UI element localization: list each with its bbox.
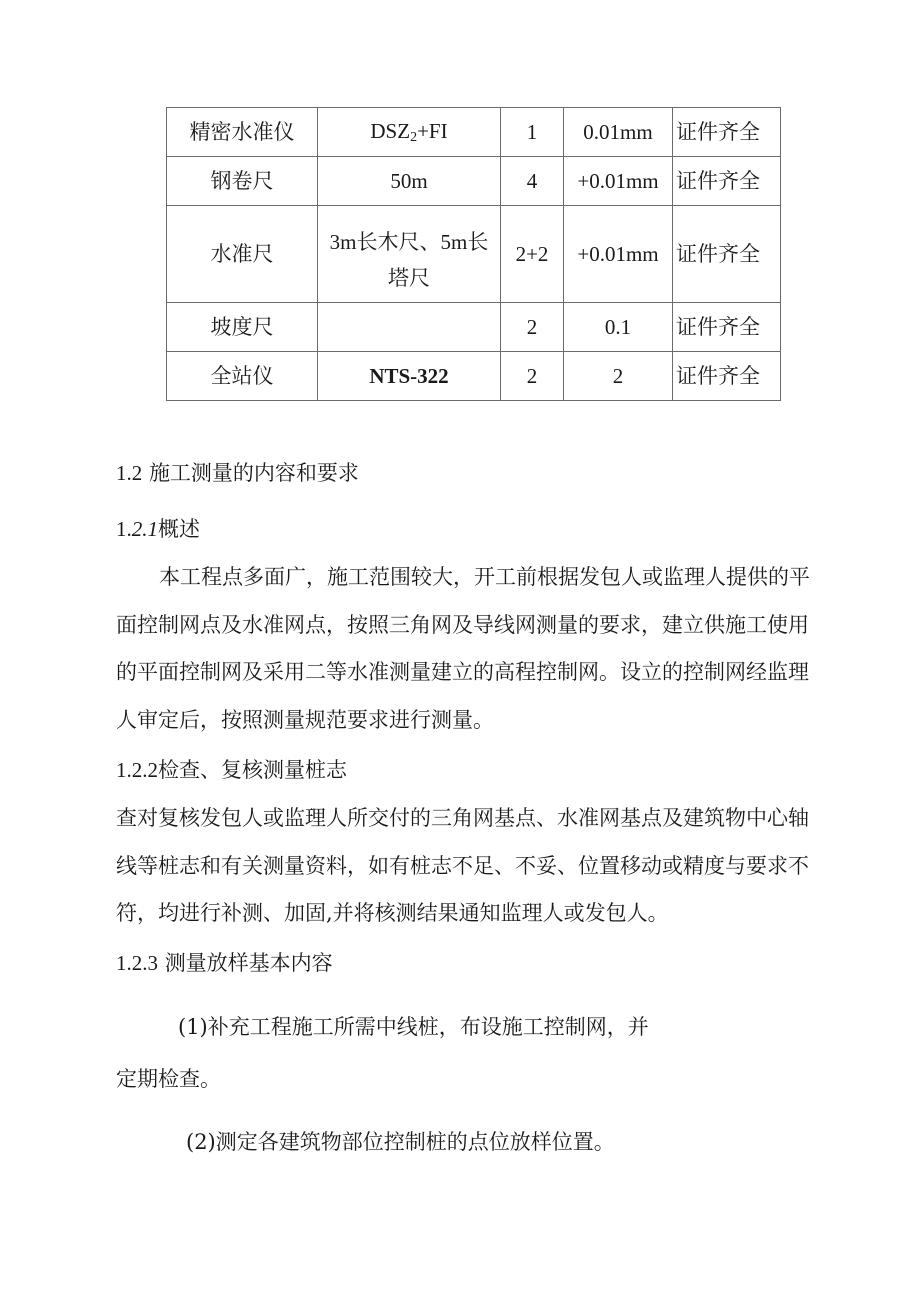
equipment-precision: +0.01mm bbox=[564, 206, 673, 303]
equipment-precision: 2 bbox=[564, 352, 673, 401]
paragraph-line: 查对复核发包人或监理人所交付的三角网基点、水准网基点及建筑物中心轴 bbox=[116, 806, 809, 830]
list-item-1-line-2: 定期检查。 bbox=[116, 1067, 221, 1091]
equipment-name: 精密水准仪 bbox=[167, 108, 318, 157]
section-number: 1.2 bbox=[116, 461, 143, 485]
equipment-quantity: 2 bbox=[501, 352, 564, 401]
section-heading-1-2-3 bbox=[116, 953, 333, 974]
equipment-status: 证件齐全 bbox=[673, 108, 781, 157]
section-number: 1.2.2 bbox=[116, 758, 158, 782]
section-title: 施工测量的内容和要求 bbox=[148, 461, 359, 485]
equipment-status: 证件齐全 bbox=[673, 303, 781, 352]
equipment-quantity: 1 bbox=[501, 108, 564, 157]
paragraph-line: 符，均进行补测、加固,并将核测结果通知监理人或发包人。 bbox=[116, 901, 669, 925]
section-heading-1-2-1 bbox=[116, 519, 200, 540]
section-number-part-a: 1. bbox=[116, 517, 132, 541]
list-item-2: (2)测定各建筑物部位控制桩的点位放样位置。 bbox=[186, 1130, 615, 1154]
equipment-name: 钢卷尺 bbox=[167, 157, 318, 206]
equipment-precision: 0.1 bbox=[564, 303, 673, 352]
equipment-status: 证件齐全 bbox=[673, 157, 781, 206]
equipment-precision: +0.01mm bbox=[564, 157, 673, 206]
section-title: 概述 bbox=[158, 517, 200, 541]
equipment-model: NTS-322 bbox=[318, 352, 501, 401]
table-row bbox=[167, 108, 781, 157]
paragraph-line: 人审定后，按照测量规范要求进行测量。 bbox=[116, 708, 494, 732]
equipment-table bbox=[166, 107, 781, 401]
equipment-model bbox=[318, 108, 501, 157]
table-row bbox=[167, 206, 781, 303]
equipment-name: 水准尺 bbox=[167, 206, 318, 303]
equipment-name: 坡度尺 bbox=[167, 303, 318, 352]
paragraph-line: 线等桩志和有关测量资料，如有桩志不足、不妥、位置移动或精度与要求不 bbox=[116, 854, 809, 878]
equipment-model: 50m bbox=[318, 157, 501, 206]
model-line-1: 3m长木尺、5m长 bbox=[329, 230, 489, 254]
section-heading-1-2-2 bbox=[116, 760, 347, 781]
equipment-model bbox=[318, 303, 501, 352]
equipment-status: 证件齐全 bbox=[673, 206, 781, 303]
model-subscript: 2 bbox=[410, 129, 418, 145]
equipment-status: 证件齐全 bbox=[673, 352, 781, 401]
equipment-quantity: 2+2 bbox=[501, 206, 564, 303]
section-heading-1-2 bbox=[116, 463, 359, 484]
model-line-2: 塔尺 bbox=[388, 266, 430, 290]
paragraph-line: 面控制网点及水准网点，按照三角网及导线网测量的要求，建立供施工使用 bbox=[116, 613, 809, 637]
section-title: 检查、复核测量桩志 bbox=[158, 758, 347, 782]
equipment-quantity: 4 bbox=[501, 157, 564, 206]
table-row bbox=[167, 352, 781, 401]
paragraph-line: 本工程点多面广，施工范围较大，开工前根据发包人或监理人提供的平 bbox=[159, 565, 810, 589]
model-tail: +FI bbox=[417, 118, 448, 143]
section-number: 1.2.3 bbox=[116, 951, 158, 975]
model-main: DSZ bbox=[370, 118, 411, 143]
equipment-quantity: 2 bbox=[501, 303, 564, 352]
equipment-precision: 0.01mm bbox=[564, 108, 673, 157]
equipment-model bbox=[318, 206, 501, 303]
list-item-1-line-1: (1)补充工程施工所需中线桩，布设施工控制网，并 bbox=[178, 1015, 649, 1039]
equipment-name: 全站仪 bbox=[167, 352, 318, 401]
section-title: 测量放样基本内容 bbox=[164, 951, 333, 975]
table-row bbox=[167, 303, 781, 352]
table-row bbox=[167, 157, 781, 206]
paragraph-line: 的平面控制网及采用二等水准测量建立的高程控制网。设立的控制网经监理 bbox=[116, 660, 809, 684]
section-number-part-b: 2.1 bbox=[131, 517, 158, 541]
